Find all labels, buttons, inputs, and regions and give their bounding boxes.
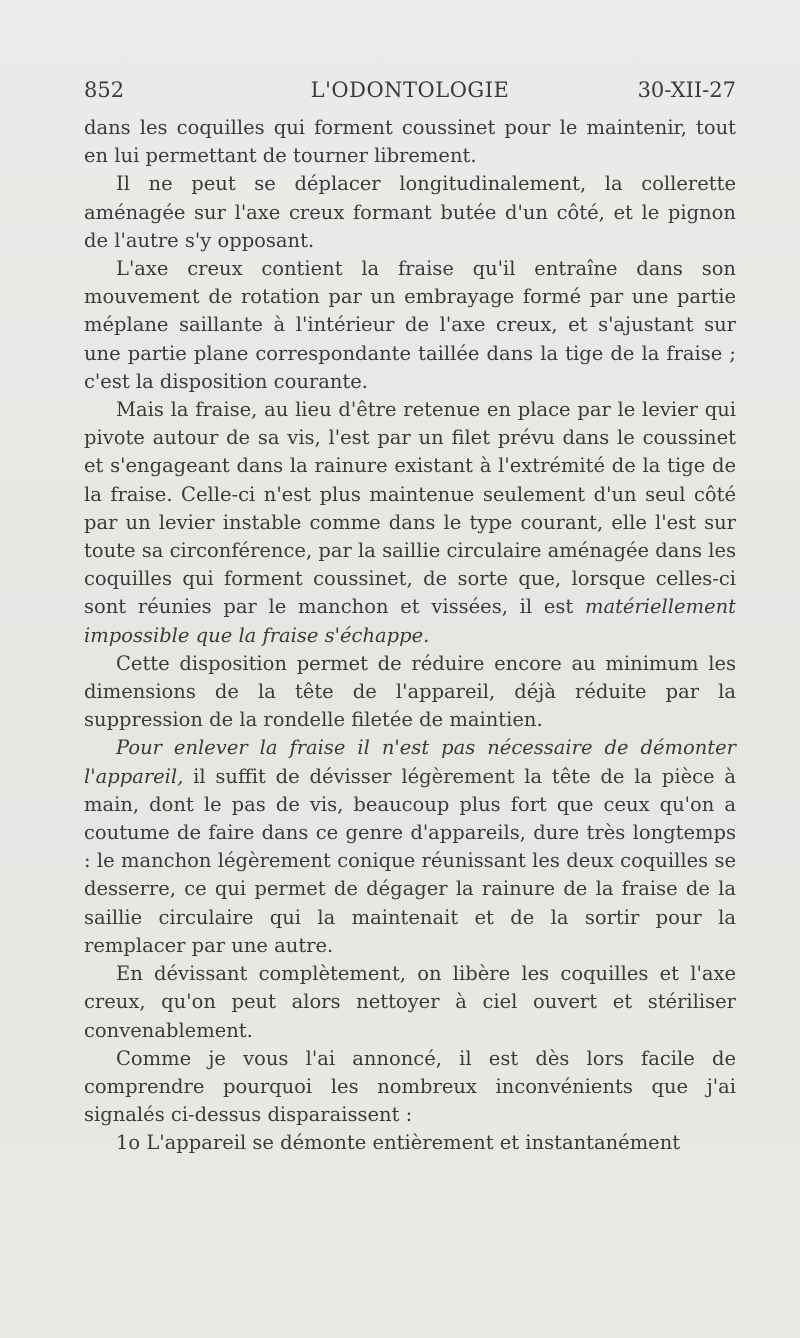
paragraph-8: [84, 1045, 736, 1130]
paragraph-6: [84, 734, 736, 960]
paragraph-5: [84, 650, 736, 735]
paragraph-text: Cette disposition permet de réduire encore au minimum les dimensions de la tête de l'appareil, déjà réduite par la suppression de la rondelle filetée de maintien.: [84, 651, 736, 732]
issue-date: 30-XII-27: [637, 78, 736, 102]
paragraph-text: En dévissant complètement, on libère les coquilles et l'axe creux, qu'on peut alors nettoyer à ciel ouvert et stériliser convenablement.: [84, 962, 736, 1042]
paragraph-text: Comme je vous l'ai annoncé, il est dès lors facile de comprendre pourquoi les nombreux inconvénients que j'ai signalés ci-dessus disparaissent :: [84, 1046, 736, 1127]
body-text: [84, 114, 736, 1158]
paragraph-text: Il ne peut se déplacer longitudinalement, la collerette aménagée sur l'axe creux formant butée d'un côté, et le pignon de l'autre s'y opposant.: [84, 172, 736, 252]
emphasis-text: Pour enlever la fraise il n'est pas nécessaire de démonter l'appareil,: [84, 736, 736, 788]
paragraph-4: [84, 396, 736, 650]
emphasis-text: matériellement impossible que la fraise s'échappe.: [84, 595, 736, 647]
page-number: 852: [84, 78, 125, 102]
running-title: L'ODONTOLOGIE: [310, 78, 510, 102]
paragraph-3: [84, 255, 736, 396]
paragraph-7: [84, 960, 736, 1045]
paragraph-1: [84, 114, 736, 170]
page-header: [84, 78, 736, 108]
paragraph-text: Mais la fraise, au lieu d'être retenue en place par le levier qui pivote autour de sa vis, l'est par un filet prévu dans le coussinet et s'engageant dans la rainure existant à l'extrémité de la tige de la fraise. Celle-ci n'est plus maintenue seulement d'un seul côté par un levier instable comme dans le type courant, elle l'est sur toute sa circonférence, par la saillie circulaire aménagée dans les coquilles qui forment coussinet, de sorte que, lorsque celles-ci sont réunies par le manchon et vissées, il est: [84, 398, 736, 619]
paragraph-text: il suffit de dévisser légèrement la tête de la pièce à main, dont le pas de vis, beaucoup plus fort que ceux qu'on a coutume de faire dans ce genre d'appareils, dure très longtemps : le manchon légèrement conique réunissant les deux coquilles se desserre, ce qui permet de dégager la rainure de la fraise de la saillie circulaire qui la maintenait et de la sortir pour la remplacer par une autre.: [84, 764, 736, 957]
paragraph-9: [84, 1129, 736, 1157]
paragraph-text: 1o L'appareil se démonte entièrement et instantanément: [116, 1131, 681, 1155]
paragraph-2: [84, 170, 736, 255]
paragraph-text: L'axe creux contient la fraise qu'il entraîne dans son mouvement de rotation par un embrayage formé par une partie méplane saillante à l'intérieur de l'axe creux, et s'ajustant sur une partie plane correspondante taillée dans la tige de la fraise ; c'est la disposition courante.: [84, 257, 736, 393]
paragraph-text: dans les coquilles qui forment coussinet pour le maintenir, tout en lui permettant de tourner librement.: [84, 116, 736, 168]
